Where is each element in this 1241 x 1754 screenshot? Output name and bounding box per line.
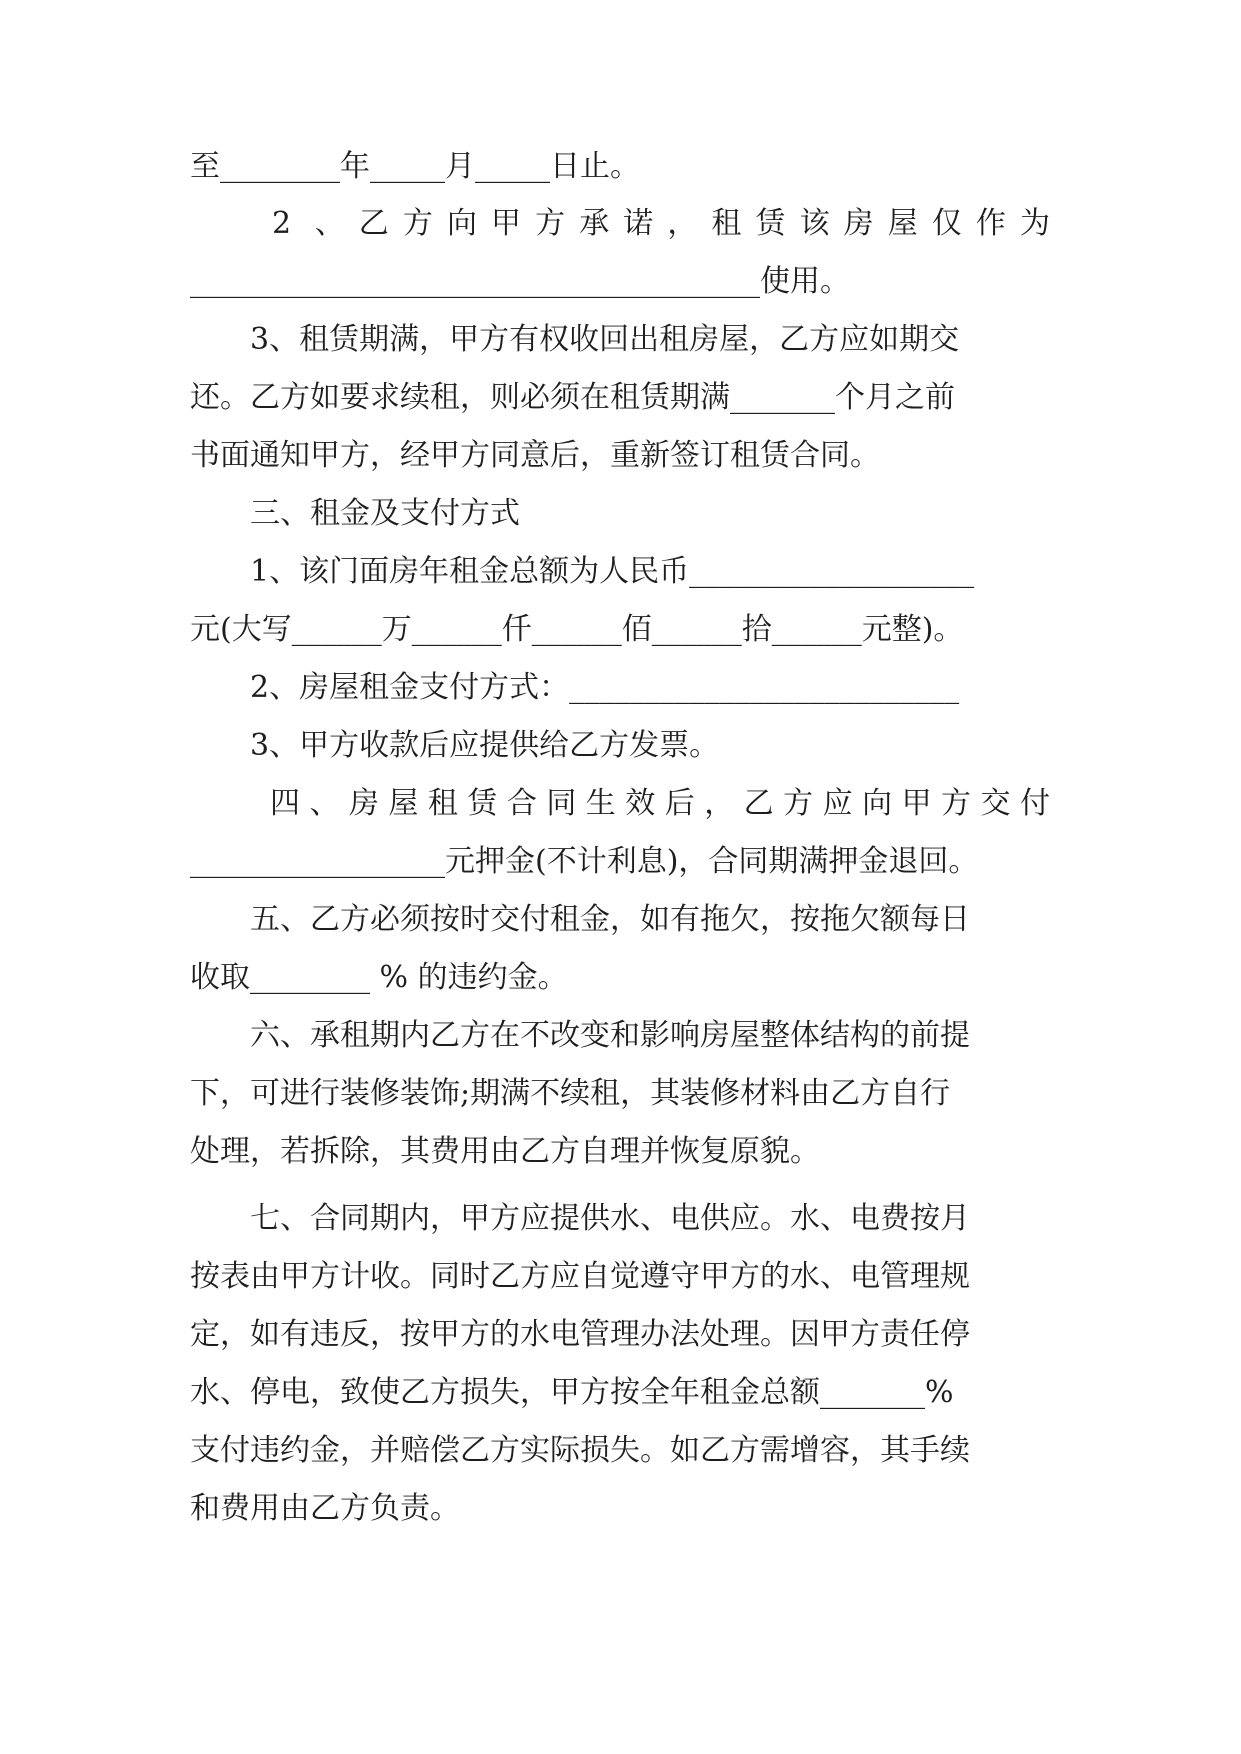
text-line: 2、房屋租金支付方式：__________________________ xyxy=(250,670,960,705)
text-line: ______________________________________使用。 xyxy=(190,264,850,299)
text-line: 下，可进行装修装饰;期满不续租，其装修材料由乙方自行 xyxy=(190,1076,951,1111)
text-line: 六、承租期内乙方在不改变和影响房屋整体结构的前提 xyxy=(250,1018,970,1053)
text-line: 收取________ % 的违约金。 xyxy=(190,960,568,995)
text-line: 支付违约金，并赔偿乙方实际损失。如乙方需增容，其手续 xyxy=(190,1433,970,1468)
section-heading: 三、租金及支付方式 xyxy=(250,496,520,531)
text-line: 五、乙方必须按时交付租金，如有拖欠，按拖欠额每日 xyxy=(250,902,970,937)
text-line: 3、甲方收款后应提供给乙方发票。 xyxy=(250,728,720,763)
text-line: 书面通知甲方，经甲方同意后，重新签订租赁合同。 xyxy=(190,438,880,473)
text-line: 还。乙方如要求续租，则必须在租赁期满_______个月之前 xyxy=(190,380,955,415)
text-line: 四、房屋租赁合同生效后，乙方应向甲方交付 xyxy=(270,786,1050,821)
text-line: 1、该门面房年租金总额为人民币___________________ xyxy=(250,554,975,589)
text-line: 水、停电，致使乙方损失，甲方按全年租金总额_______% xyxy=(190,1375,954,1410)
text-line: 定，如有违反，按甲方的水电管理办法处理。因甲方责任停 xyxy=(190,1317,970,1352)
text-line: 和费用由乙方负责。 xyxy=(190,1491,460,1526)
text-line: 3、租赁期满，甲方有权收回出租房屋，乙方应如期交 xyxy=(250,322,960,357)
text-line: 至________年_____月_____日止。 xyxy=(190,149,640,184)
text-line: 元(大写______万______仟______佰______拾______元整)。 xyxy=(190,612,964,647)
text-line: 按表由甲方计收。同时乙方应自觉遵守甲方的水、电管理规 xyxy=(190,1259,970,1294)
text-line: 七、合同期内，甲方应提供水、电供应。水、电费按月 xyxy=(250,1201,970,1236)
text-line: 处理，若拆除，其费用由乙方自理并恢复原貌。 xyxy=(190,1134,820,1169)
text-line: _________________元押金(不计利息)，合同期满押金退回。 xyxy=(190,844,979,879)
text-line: 2 、乙方向甲方承诺，租赁该房屋仅作为 xyxy=(272,206,1050,241)
